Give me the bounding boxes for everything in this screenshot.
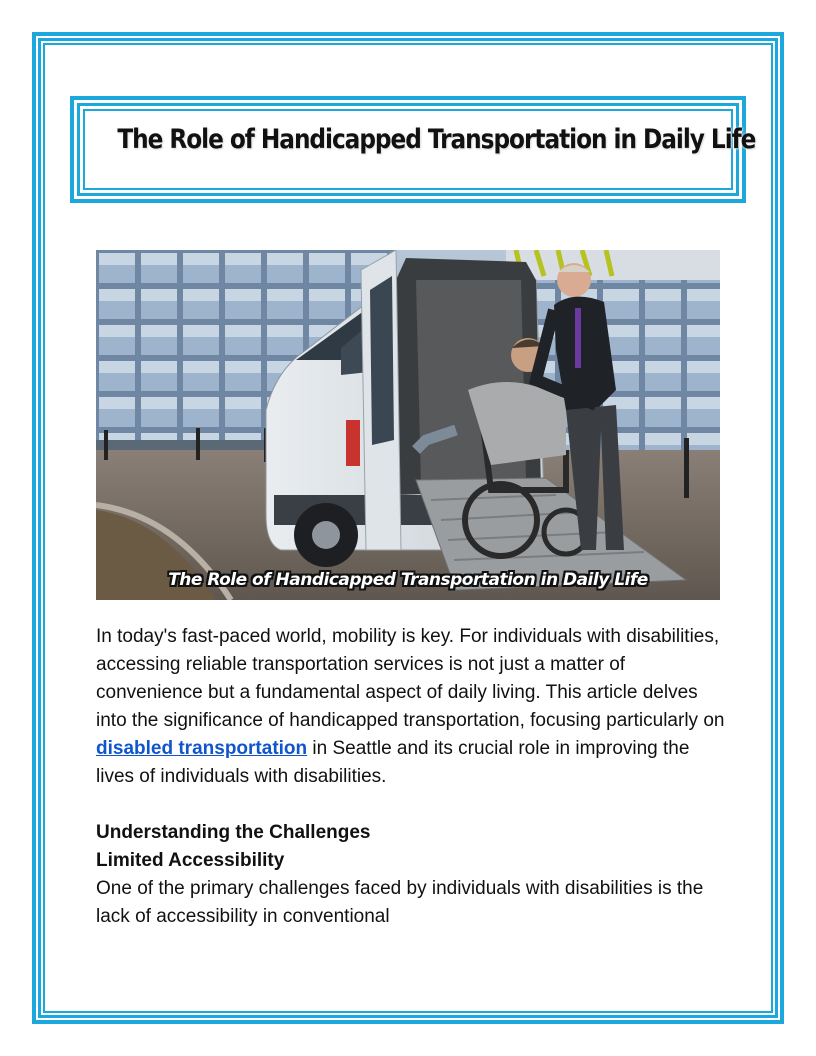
hero-image xyxy=(96,250,720,600)
intro-paragraph xyxy=(96,623,726,791)
wheelchair-van-illustration xyxy=(96,250,720,600)
hero-caption: The Role of Handicapped Transportation in Daily Life xyxy=(168,570,648,590)
intro-text-before-link: In today's fast-paced world, mobility is key. For individuals with disabilities, accessing reliable transportation services is not just a matter of convenience but a fundamental aspect of daily living. This article delves into the significance of handicapped transportation, focusing particularly on xyxy=(96,626,725,731)
section-heading: Understanding the Challenges xyxy=(96,822,371,843)
title-box xyxy=(70,96,756,203)
accessibility-paragraph: One of the primary challenges faced by individuals with disabilities is the lack of accessibility in conventional xyxy=(96,878,704,927)
article-body xyxy=(96,623,726,931)
intro-text-after-link: in Seattle and its crucial role in improving the lives of individuals with disabilities. xyxy=(96,738,690,787)
page-title: The Role of Handicapped Transportation in Daily Life xyxy=(117,124,756,155)
subsection-heading: Limited Accessibility xyxy=(96,850,285,871)
disabled-transportation-link[interactable]: disabled transportation xyxy=(96,738,308,759)
